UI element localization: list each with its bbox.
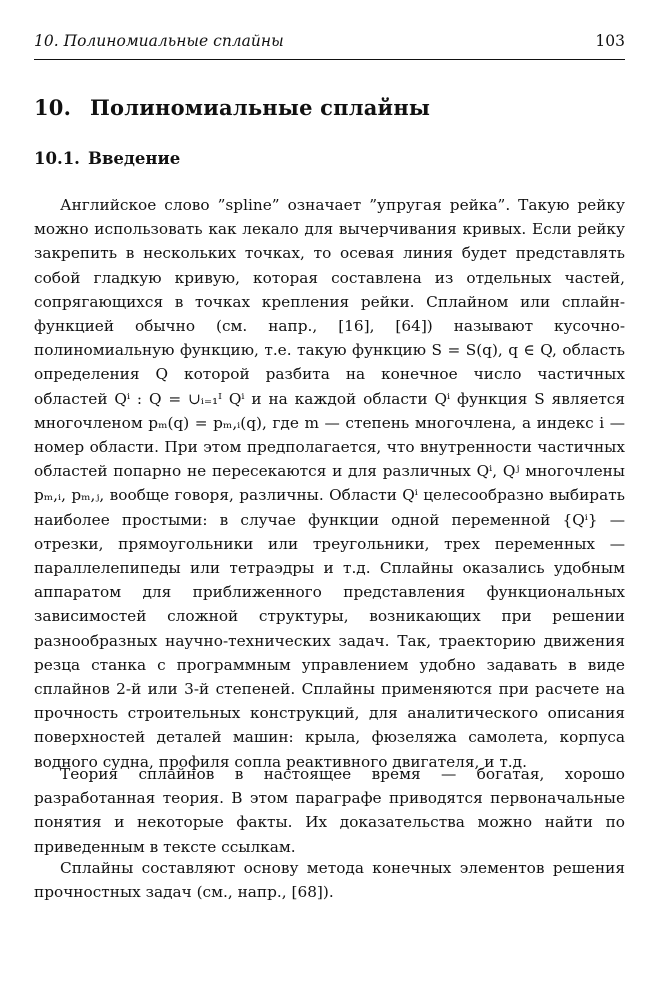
paragraph-2 [34, 762, 625, 859]
chapter-title: Полиномиальные сплайны [90, 95, 431, 120]
page-number: 103 [595, 32, 625, 50]
running-head [34, 30, 625, 56]
header-rule [34, 59, 625, 60]
section-heading [34, 149, 180, 168]
running-title: 10. Полиномиальные сплайны [34, 32, 284, 50]
paragraph-3-text: Сплайны составляют основу метода конечных элементов решения прочностных задач (см., напр., [68]). [34, 859, 625, 902]
chapter-number: 10. [34, 95, 72, 120]
paragraph-1 [34, 193, 625, 774]
chapter-heading [34, 95, 430, 120]
paragraph-2-text: Теория сплайнов в настоящее время — богатая, хорошо разработанная теория. В этом параграфе приводятся первоначальные понятия и некоторые факты. Их доказательства можно найти по приведенным в тексте ссылкам. [34, 765, 625, 856]
paragraph-1-text: Английское слово ”spline” означает ”упругая рейка”. Такую рейку можно использовать как лекало для вычерчивания кривых. Если рейку закрепить в нескольких точках, то осевая линия будет представлять собой гладкую кривую, которая составлена из отдельных частей, сопрягающихся в точках крепления рейки. Сплайном или сплайн-функцией обычно (см. напр., [16], [64]) называют кусочно-полиномиальную функцию, т.е. такую функцию S = S(q), q ∈ Q, область определения Q которой разбита на конечное число частичных областей Qⁱ : Q = ∪ᵢ₌₁ᴵ Qⁱ и на каждой области Qⁱ функция S является многочленом pₘ(q) = pₘ,ᵢ(q), где m — степень многочлена, а индекс i — номер области. При этом предполагается, что внутренности частичных областей попарно не пересекаются и для различных Qⁱ, Qʲ многочлены pₘ,ᵢ, pₘ,ⱼ, вообще говоря, различны. Области Qⁱ целесообразно выбирать наиболее простыми: в случае функции одной переменной {Qⁱ} — отрезки, прямоугольники или треугольники, трех переменных — параллелепипеды или тетраэдры и т.д. Сплайны оказались удобным аппаратом для приближенного представления функциональных зависимостей сложной структуры, возникающих при решении разнообразных научно-технических задач. Так, траекторию движения резца станка с программным управлением удобно задавать в виде сплайнов 2-й или 3-й степеней. Сплайны применяются при расчете на прочность строительных конструкций, для аналитического описания поверхностей деталей машин: крыла, фюзеляжа самолета, корпуса водного судна, профиля сопла реактивного двигателя, и т.д. [34, 196, 625, 771]
paragraph-3 [34, 856, 625, 904]
section-number: 10.1. [34, 149, 80, 168]
section-title: Введение [88, 149, 181, 168]
